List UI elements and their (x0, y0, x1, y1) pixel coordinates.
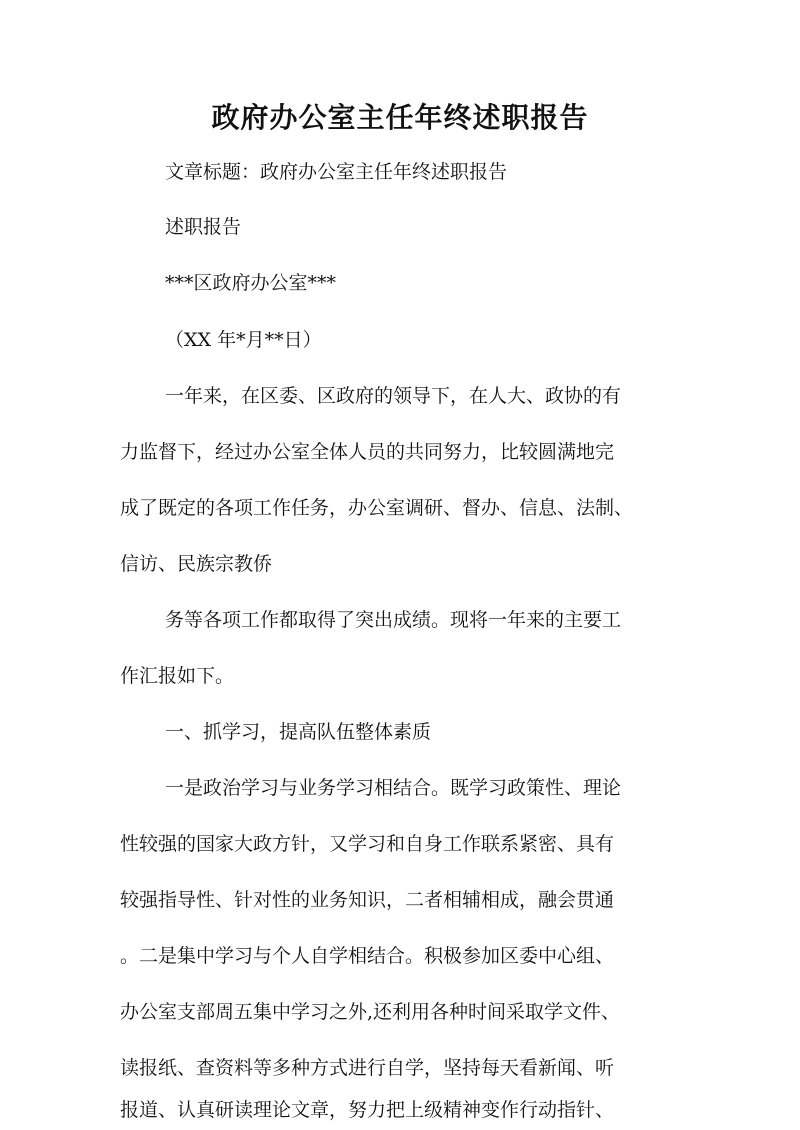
report-type-line: 述职报告 (165, 216, 242, 238)
paragraph-line: 作汇报如下。 (120, 665, 235, 687)
paragraph-line: 务等各项工作都取得了突出成绩。现将一年来的主要工 (165, 609, 622, 631)
paragraph-line: 力监督下，经过办公室全体人员的共同努力，比较圆满地完 (120, 441, 615, 463)
paragraph-line: 办公室支部周五集中学习之外,还利用各种时间采取学文件、 (120, 1001, 621, 1023)
document-title: 政府办公室主任年终述职报告 (211, 101, 589, 134)
paragraph-line: 信访、民族宗教侨 (120, 553, 273, 575)
section-heading: 一、抓学习，提高队伍整体素质 (165, 721, 432, 743)
author-line: ***区政府办公室*** (165, 272, 337, 294)
date-line: （XX 年*月**日） (165, 329, 322, 351)
paragraph-line: 一是政治学习与业务学习相结合。既学习政策性、理论 (165, 777, 622, 799)
paragraph-line: 。二是集中学习与个人自学相结合。积极参加区委中心组、 (120, 945, 615, 967)
paragraph-line: 较强指导性、针对性的业务知识，二者相辅相成，融会贯通 (120, 889, 615, 911)
paragraph-line: 一年来，在区委、区政府的领导下，在人大、政协的有 (165, 385, 622, 407)
paragraph-line: 读报纸、查资料等多种方式进行自学，坚持每天看新闻、听 (120, 1057, 615, 1079)
paragraph-line: 成了既定的各项工作任务，办公室调研、督办、信息、法制、 (120, 497, 634, 519)
article-title-line: 文章标题：政府办公室主任年终述职报告 (165, 161, 508, 183)
paragraph-line: 报道、认真研读理论文章，努力把上级精神变作行动指针、 (120, 1099, 615, 1121)
paragraph-line: 性较强的国家大政方针，又学习和自身工作联系紧密、具有 (120, 833, 615, 855)
